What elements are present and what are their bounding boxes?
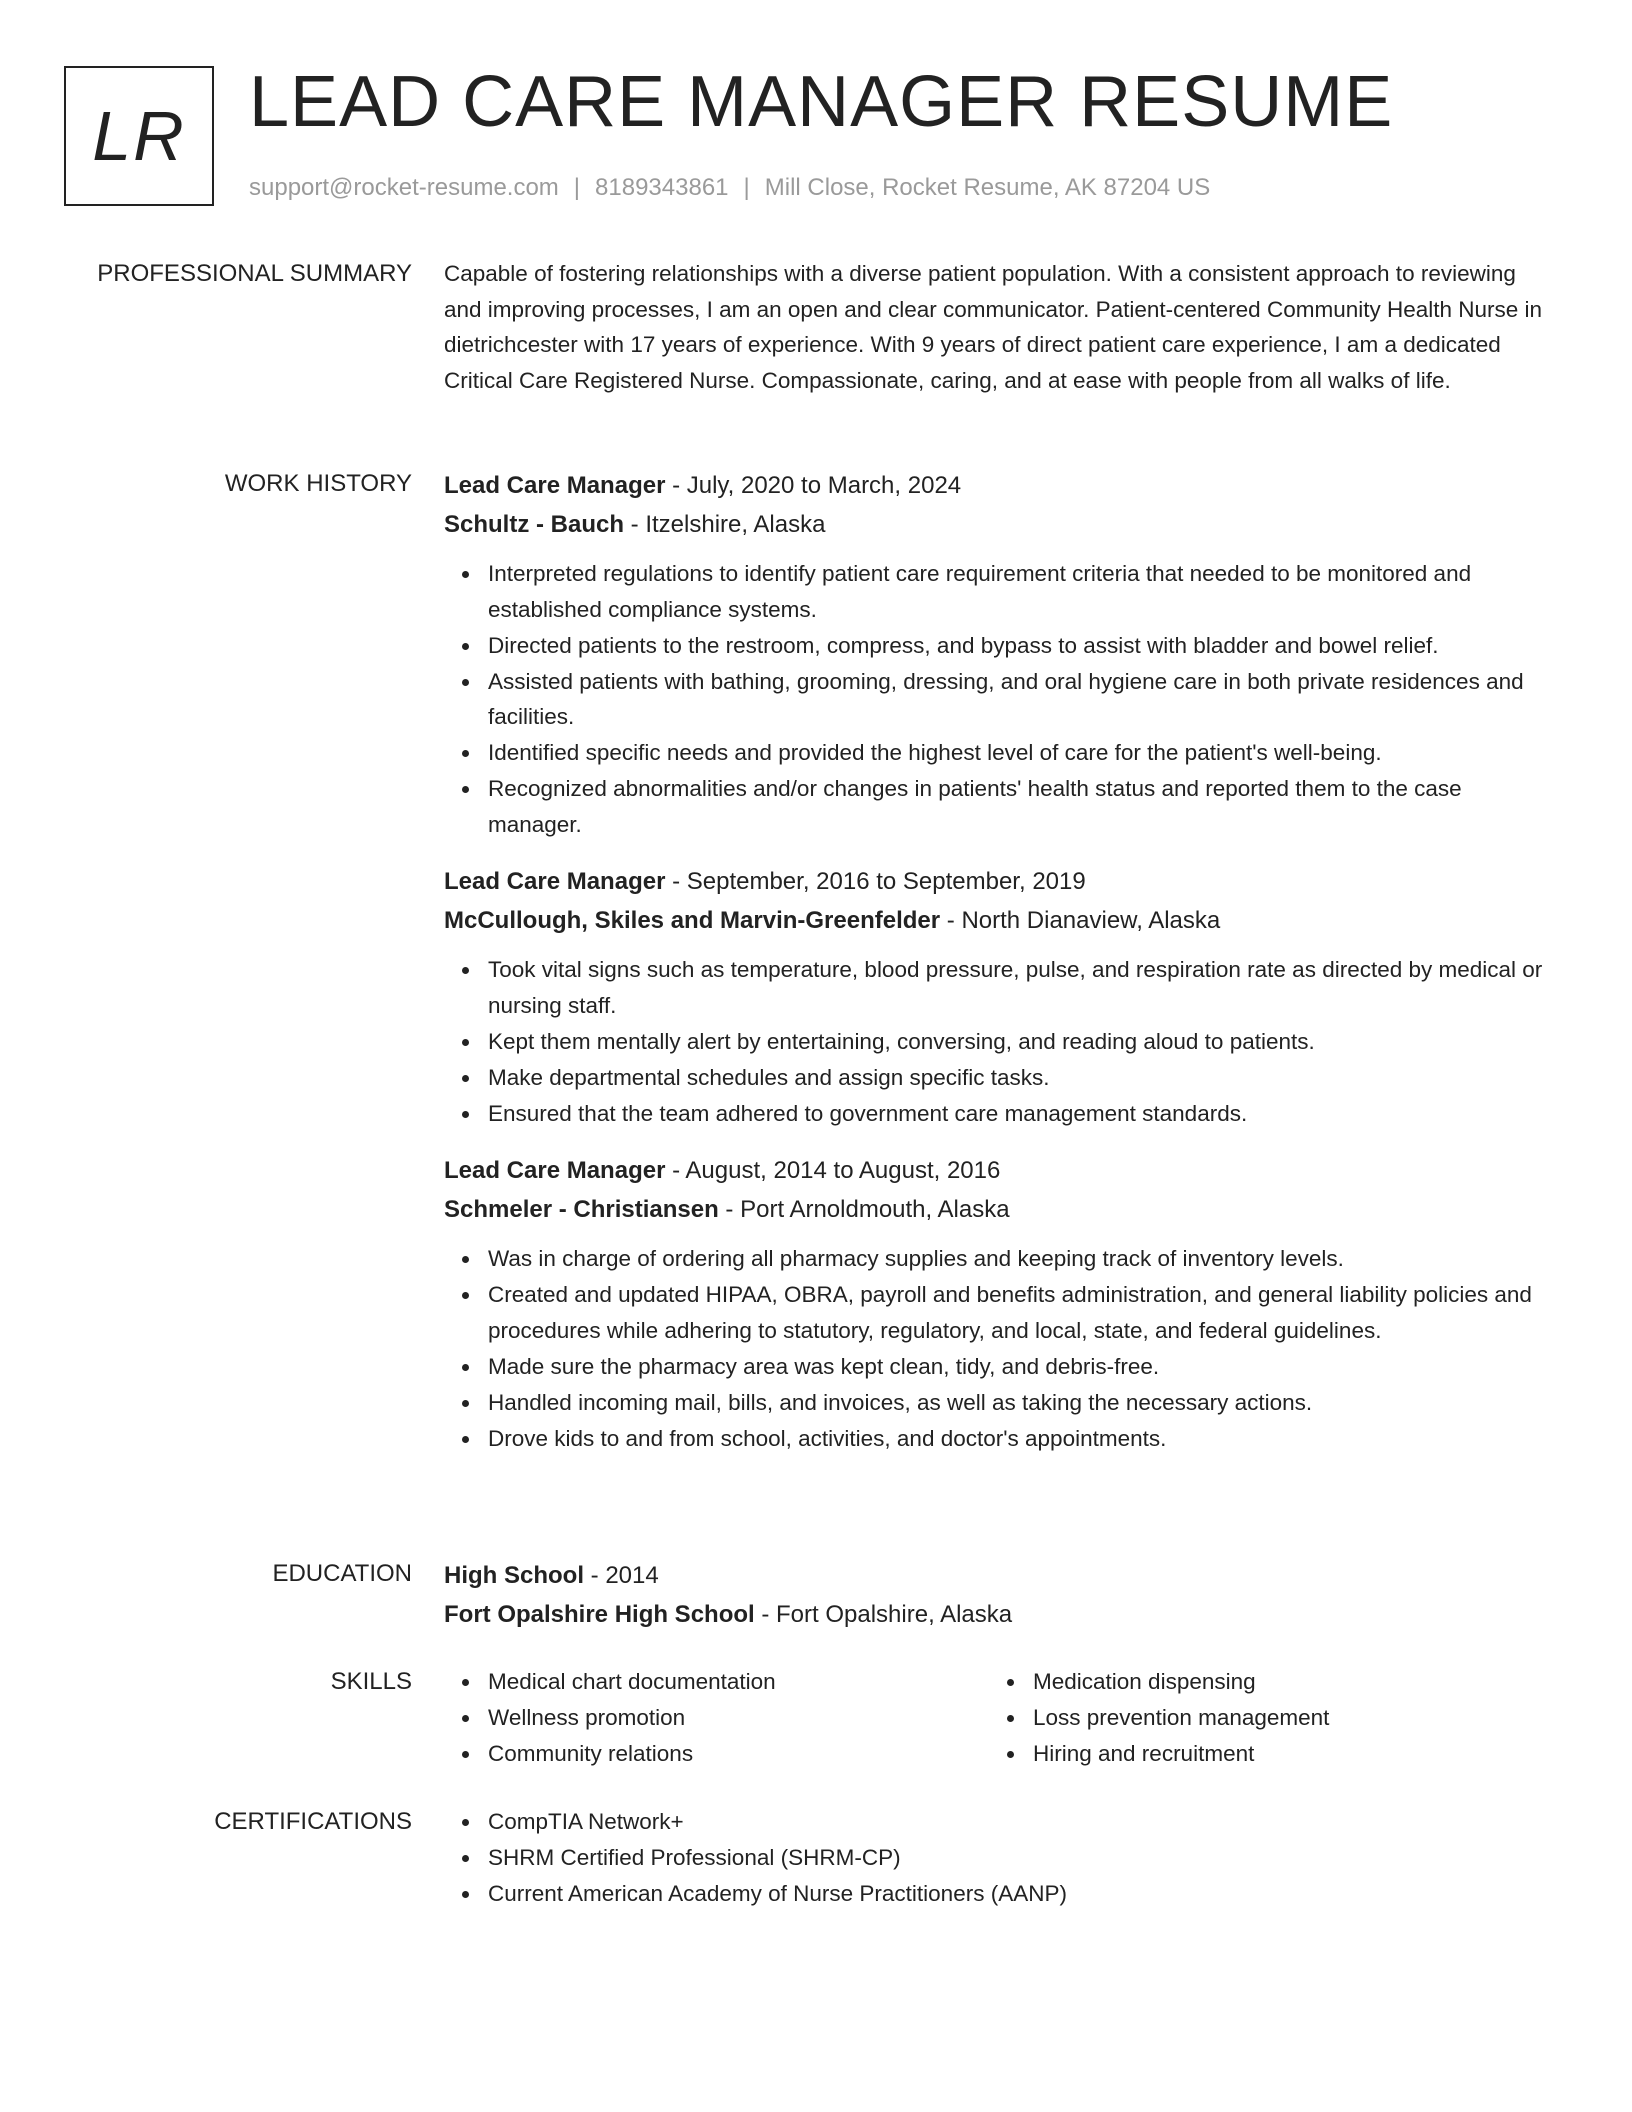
job-bullet: Drove kids to and from school, activities, and doctor's appointments. [488,1421,1554,1457]
section-label-work-history: WORK HISTORY [224,470,412,497]
degree-line [444,1556,1554,1595]
job-entry [444,1151,1554,1456]
skills-column-2 [989,1664,1534,1772]
job-title: Lead Care Manager [444,1157,666,1184]
contact-email[interactable]: support@rocket-resume.com [249,174,559,201]
school-location: - Fort Opalshire, Alaska [754,1601,1013,1628]
section-label-certifications: CERTIFICATIONS [214,1808,412,1835]
job-bullet: Handled incoming mail, bills, and invoices, as well as taking the necessary actions. [488,1385,1554,1421]
job-bullet: Recognized abnormalities and/or changes in patients' health status and reported them to the case manager. [488,771,1554,842]
section-label-education: EDUCATION [272,1560,412,1587]
job-location: - Port Arnoldmouth, Alaska [718,1196,1010,1223]
summary-text: Capable of fostering relationships with a diverse patient population. With a consistent approach to reviewing and improving processes, I am an open and clear communicator. Patient-centered Community Health Nurse in dietrichcester with 17 years of experience. With 9 years of direct patient care experience, I am a dedicated Critical Care Registered Nurse. Compassionate, caring, and at ease with people from all walks of life. [444,261,1543,393]
job-dates: - August, 2014 to August, 2016 [665,1157,1001,1184]
job-dates: - July, 2020 to March, 2024 [665,472,962,499]
job-title: Lead Care Manager [444,868,666,895]
school-name: Fort Opalshire High School [444,1601,755,1628]
contact-separator: | [743,174,750,201]
job-title-line [444,1151,1554,1190]
job-company-line [444,505,1554,544]
job-bullet: Interpreted regulations to identify patient care requirement criteria that needed to be monitored and established compliance systems. [488,556,1554,627]
education-body [444,1556,1554,1634]
job-bullet: Make departmental schedules and assign specific tasks. [488,1060,1554,1096]
skills-column-1 [444,1664,989,1772]
job-bullet: Ensured that the team adhered to government care management standards. [488,1096,1554,1132]
degree: High School [444,1562,584,1589]
job-bullet: Directed patients to the restroom, compress, and bypass to assist with bladder and bowel relief. [488,628,1554,664]
resume-title: LEAD CARE MANAGER RESUME [249,62,1394,142]
job-location: - North Dianaview, Alaska [940,907,1221,934]
skills-body [444,1664,1554,1772]
job-bullet: Identified specific needs and provided the highest level of care for the patient's well-being. [488,735,1554,771]
skill-item: Medical chart documentation [488,1664,989,1700]
school-line [444,1595,1554,1634]
job-entry [444,466,1554,842]
certification-item: CompTIA Network+ [488,1804,1554,1840]
monogram-logo: LR [64,66,214,206]
job-title-line [444,466,1554,505]
job-bullet: Assisted patients with bathing, grooming, dressing, and oral hygiene care in both private residences and facilities. [488,664,1554,735]
job-title: Lead Care Manager [444,472,666,499]
certifications-list [444,1804,1554,1912]
certification-item: SHRM Certified Professional (SHRM-CP) [488,1840,1554,1876]
job-bullet: Created and updated HIPAA, OBRA, payroll and benefits administration, and general liability policies and procedures while adhering to statutory, regulatory, and local, state, and federal guidelines. [488,1277,1554,1348]
contact-separator: | [573,174,581,201]
summary-body [444,256,1554,398]
contact-line [249,174,1210,202]
section-label-skills: SKILLS [330,1668,412,1695]
job-bullets [444,1241,1554,1456]
job-bullet: Took vital signs such as temperature, blood pressure, pulse, and respiration rate as directed by medical or nursing staff. [488,952,1554,1023]
job-company: Schultz - Bauch [444,511,625,538]
graduation-year: - 2014 [584,1562,659,1589]
certifications-body [444,1804,1554,1912]
job-company: McCullough, Skiles and Marvin-Greenfelder [444,907,941,934]
job-company: Schmeler - Christiansen [444,1196,719,1223]
job-bullet: Made sure the pharmacy area was kept clean, tidy, and debris-free. [488,1349,1554,1385]
skill-item: Medication dispensing [1033,1664,1534,1700]
certification-item: Current American Academy of Nurse Practitioners (AANP) [488,1876,1554,1912]
work-history-body [444,466,1554,1476]
skill-item: Hiring and recruitment [1033,1736,1534,1772]
job-location: - Itzelshire, Alaska [624,511,826,538]
job-title-line [444,862,1554,901]
job-company-line [444,901,1554,940]
job-entry [444,862,1554,1131]
contact-address: Mill Close, Rocket Resume, AK 87204 US [764,174,1211,201]
job-dates: - September, 2016 to September, 2019 [665,868,1086,895]
job-bullet: Was in charge of ordering all pharmacy supplies and keeping track of inventory levels. [488,1241,1554,1277]
job-bullet: Kept them mentally alert by entertaining, conversing, and reading aloud to patients. [488,1024,1554,1060]
job-company-line [444,1190,1554,1229]
section-label-summary: PROFESSIONAL SUMMARY [97,260,412,287]
skill-item: Wellness promotion [488,1700,989,1736]
skill-item: Community relations [488,1736,989,1772]
job-bullets [444,952,1554,1131]
skill-item: Loss prevention management [1033,1700,1534,1736]
contact-phone[interactable]: 8189343861 [595,174,729,201]
job-bullets [444,556,1554,842]
